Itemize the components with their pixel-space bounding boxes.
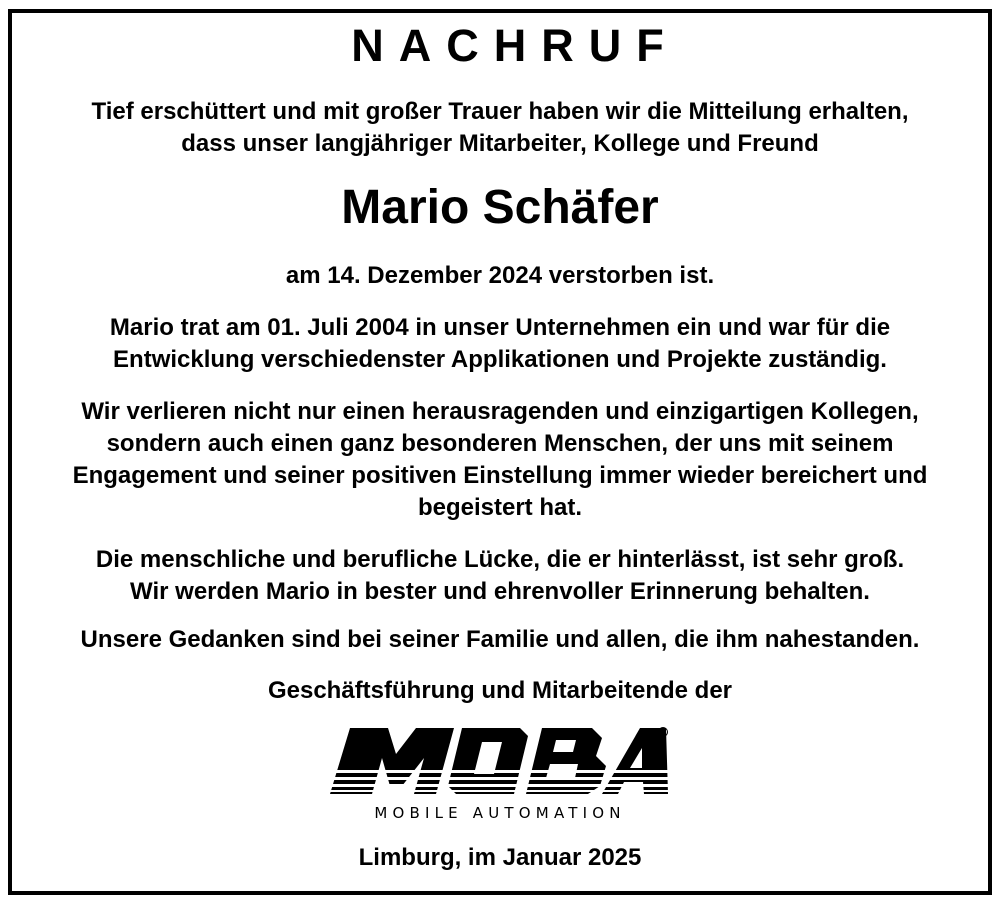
career-line-1: Mario trat am 01. Juli 2004 in unser Unternehmen ein und war für die bbox=[109, 314, 891, 341]
career-line-2: Entwicklung verschiedenster Applikationen und Projekte zuständig. bbox=[113, 346, 887, 373]
signatory-line: Geschäftsführung und Mitarbeitende der bbox=[267, 677, 733, 704]
notice-title: NACHRUF bbox=[351, 20, 679, 71]
tribute-line-1: Wir verlieren nicht nur einen herausragenden und einzigartigen Kollegen, bbox=[81, 398, 919, 425]
intro-line-2: dass unser langjähriger Mitarbeiter, Kollege und Freund bbox=[181, 130, 819, 157]
logo-tagline: MOBILE AUTOMATION bbox=[374, 804, 626, 822]
thoughts-line: Unsere Gedanken sind bei seiner Familie und allen, die ihm nahestanden. bbox=[80, 626, 920, 653]
loss-line-2: Wir werden Mario in bester und ehrenvoller Erinnerung behalten. bbox=[130, 578, 870, 605]
moba-logo bbox=[330, 724, 670, 828]
loss-line-1: Die menschliche und berufliche Lücke, die er hinterlässt, ist sehr groß. bbox=[95, 546, 905, 573]
tribute-line-3: Engagement und seiner positiven Einstellung immer wieder bereichert und bbox=[72, 462, 928, 489]
place-date-line: Limburg, im Januar 2025 bbox=[358, 844, 642, 871]
svg-text:R: R bbox=[660, 729, 666, 737]
tribute-line-4: begeistert hat. bbox=[417, 494, 583, 521]
deceased-name: Mario Schäfer bbox=[341, 181, 659, 234]
tribute-line-2: sondern auch einen ganz besonderen Menschen, der uns mit seinem bbox=[106, 430, 894, 457]
moba-wordmark-icon bbox=[330, 724, 670, 804]
death-date-line: am 14. Dezember 2024 verstorben ist. bbox=[285, 262, 715, 289]
intro-line-1: Tief erschüttert und mit großer Trauer haben wir die Mitteilung erhalten, bbox=[91, 98, 909, 125]
